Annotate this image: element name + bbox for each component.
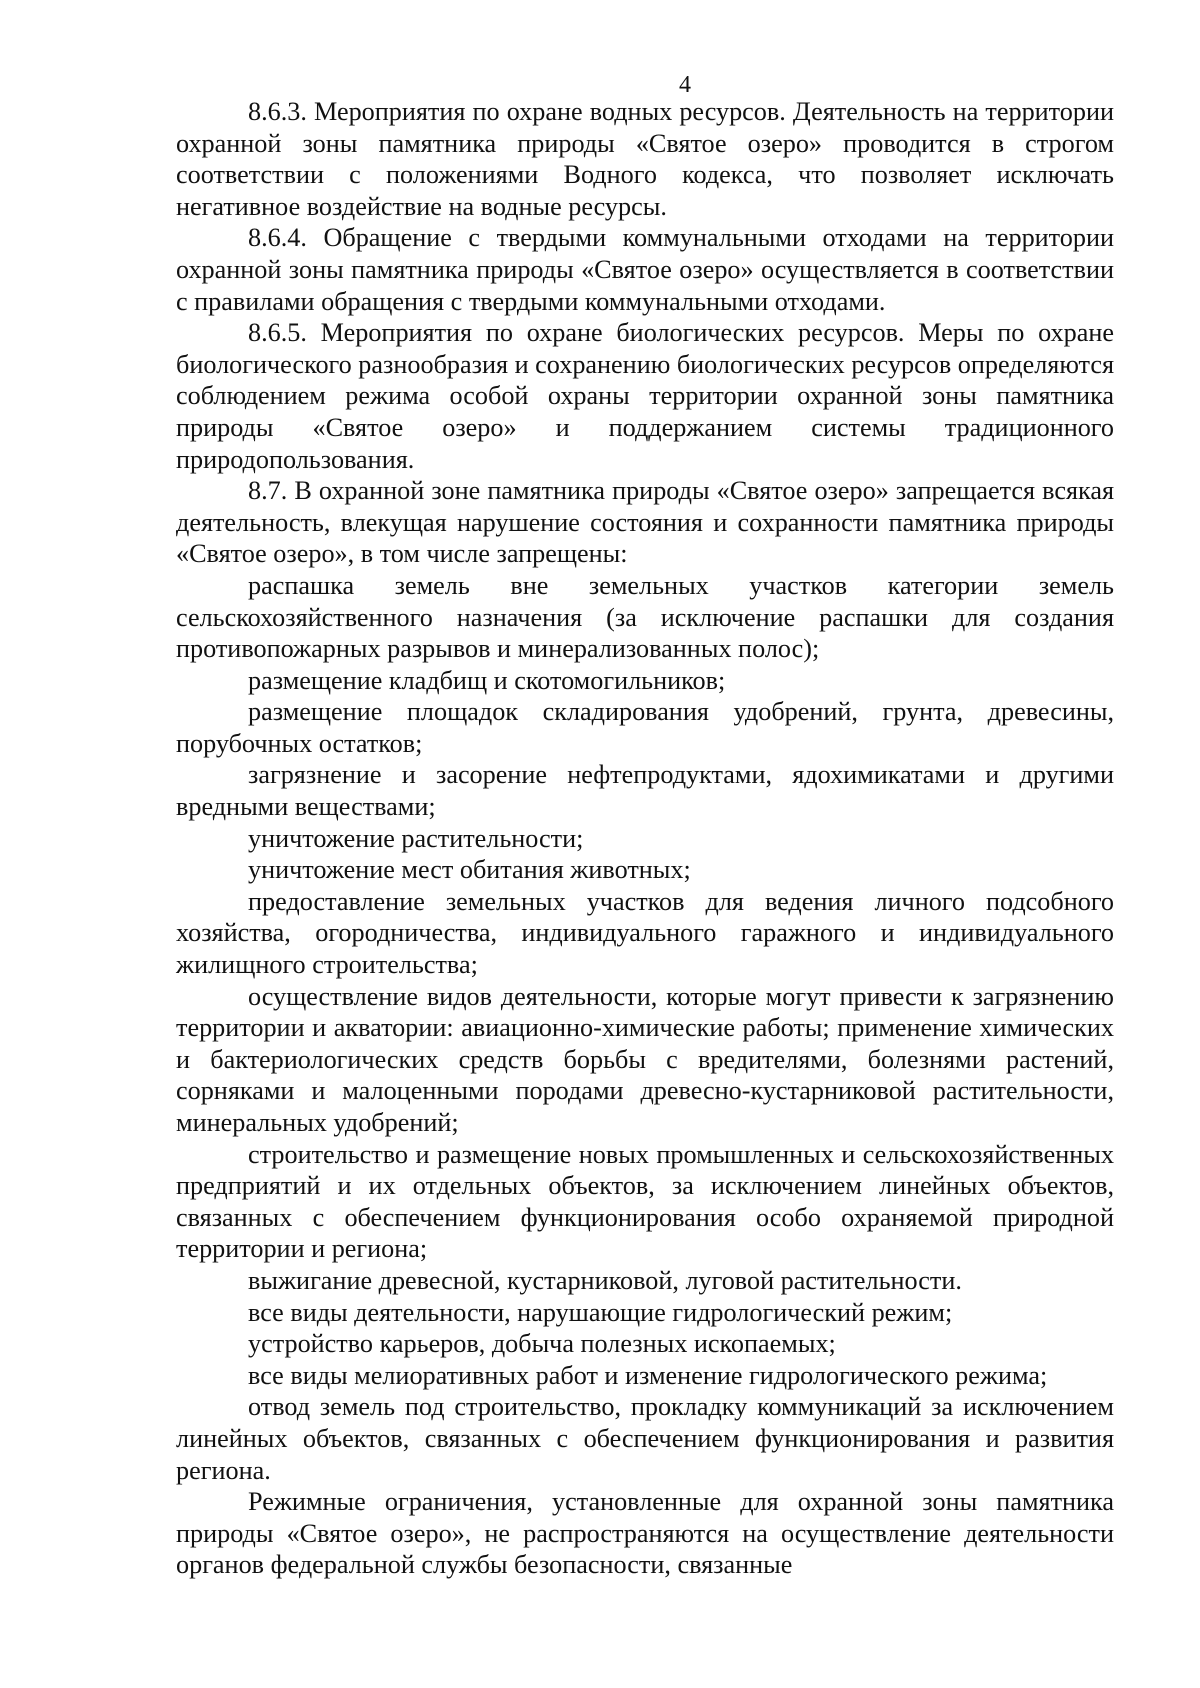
paragraph: осуществление видов деятельности, которые могут привести к загрязнению территории и акватории: авиационно-химические работы; применение химических и бактериологических средств борьбы с вредителями, болезнями растений, сорняками и малоценными породами древесно-кустарниковой растительности, минеральных удобрений; <box>176 981 1114 1137</box>
paragraph: все виды мелиоративных работ и изменение гидрологического режима; <box>248 1360 1048 1390</box>
paragraph: предоставление земельных участков для ведения личного подсобного хозяйства, огородничества, индивидуального гаражного и индивидуального жилищного строительства; <box>176 886 1114 980</box>
paragraph: 8.6.4. Обращение с твердыми коммунальными отходами на территории охранной зоны памятника природы «Святое озеро» осуществляется в соответствии с правилами обращения с твердыми коммунальными отходами. <box>176 223 1114 316</box>
paragraph: уничтожение растительности; <box>248 823 584 853</box>
paragraph: 8.6.5. Мероприятия по охране биологических ресурсов. Меры по охране биологического разнообразия и сохранению биологических ресурсов определяются соблюдением режима особой охраны территории охранной зоны памятника природы «Святое озеро» и поддержанием системы традиционного природопользования. <box>176 318 1114 474</box>
paragraph: 8.6.3. Мероприятия по охране водных ресурсов. Деятельность на территории охранной зоны памятника природы «Святое озеро» проводится в строгом соответствии с положениями Водного кодекса, что позволяет исключать негативное воздействие на водные ресурсы. <box>176 97 1114 221</box>
paragraph: устройство карьеров, добыча полезных ископаемых; <box>248 1329 836 1359</box>
paragraph: отвод земель под строительство, прокладку коммуникаций за исключением линейных объектов, связанных с обеспечением функционирования и развития региона. <box>176 1392 1114 1485</box>
paragraph: строительство и размещение новых промышленных и сельскохозяйственных предприятий и их отдельных объектов, за исключением линейных объектов, связанных с обеспечением функционирования особо охраняемой природной территории и региона; <box>176 1139 1114 1264</box>
page-number: 4 <box>679 72 691 98</box>
paragraph: размещение кладбищ и скотомогильников; <box>248 665 726 695</box>
document-body <box>176 96 1114 1581</box>
paragraph: загрязнение и засорение нефтепродуктами, ядохимикатами и другими вредными веществами; <box>176 760 1114 822</box>
paragraph: Режимные ограничения, установленные для охранной зоны памятника природы «Святое озеро», не распространяются на осуществление деятельности органов федеральной службы безопасности, связанные <box>176 1487 1114 1580</box>
paragraph: распашка земель вне земельных участков категории земель сельскохозяйственного назначения (за исключение распашки для создания противопожарных разрывов и минерализованных полос); <box>176 570 1114 664</box>
paragraph: размещение площадок складирования удобрений, грунта, древесины, порубочных остатков; <box>176 697 1114 758</box>
paragraph: уничтожение мест обитания животных; <box>248 855 691 885</box>
paragraph: все виды деятельности, нарушающие гидрологический режим; <box>248 1297 953 1327</box>
paragraph: выжигание древесной, кустарниковой, луговой растительности. <box>248 1265 962 1295</box>
paragraph: 8.7. В охранной зоне памятника природы «Святое озеро» запрещается всякая деятельность, влекущая нарушение состояния и сохранности памятника природы «Святое озеро», в том числе запрещены: <box>176 476 1114 569</box>
